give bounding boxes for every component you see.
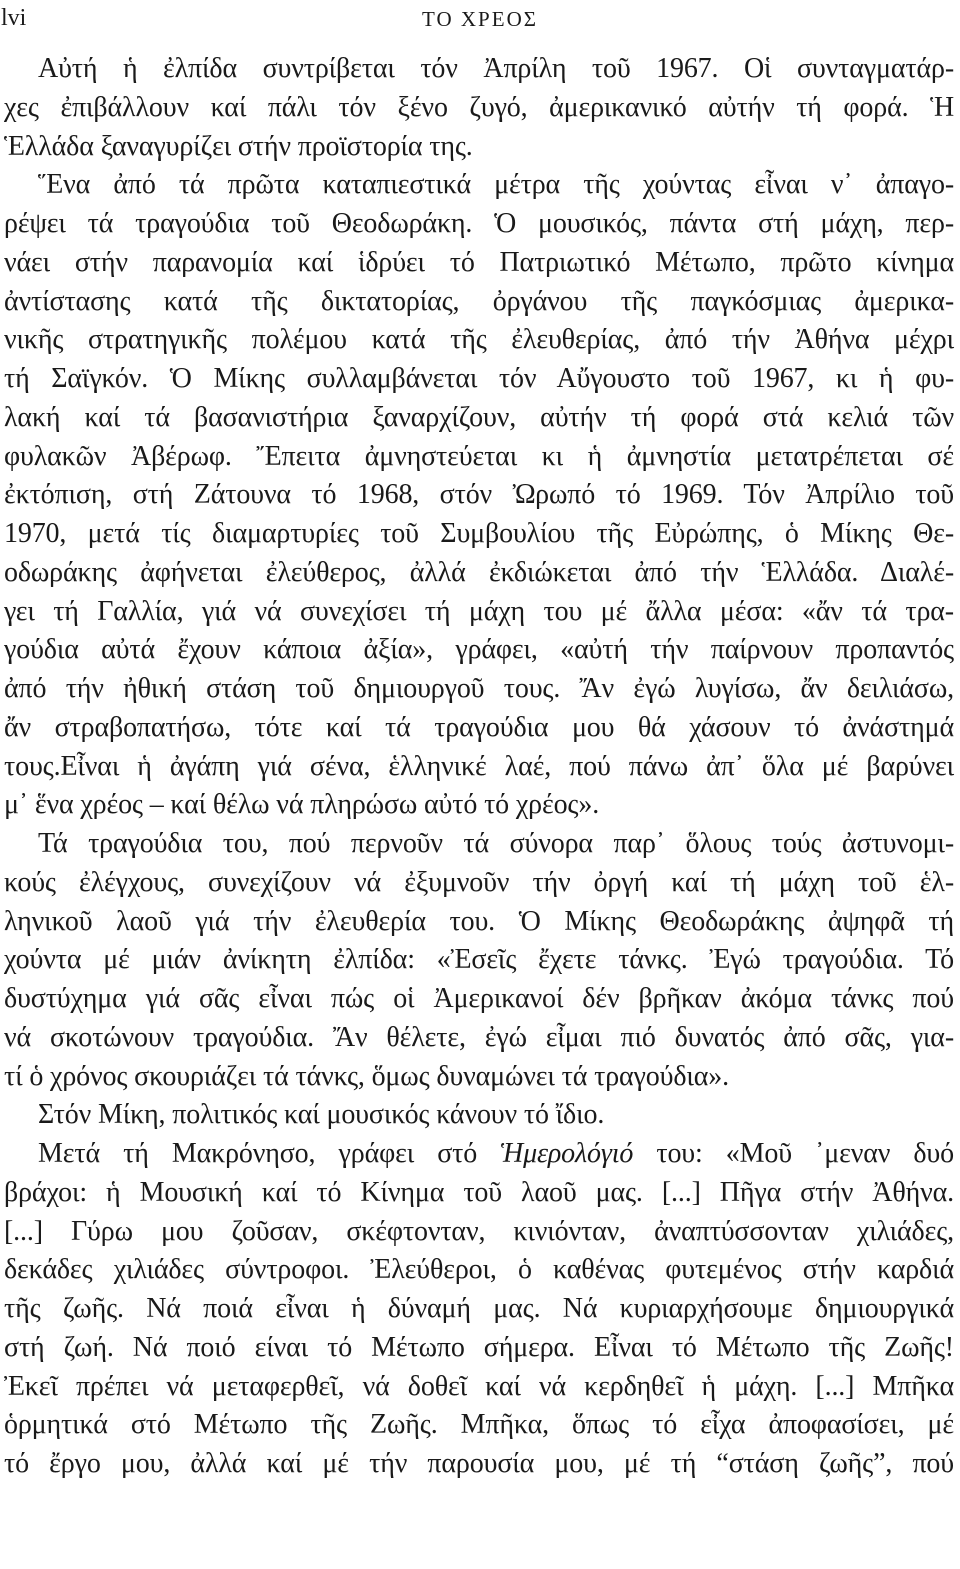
text-line: 1970, μετά τίς διαμαρτυρίες τοῦ Συμβουλίου τῆς Εὐρώπης, ὁ Μίκης Θε-	[4, 518, 954, 549]
text-line: Ἑλλάδα ξαναγυρίζει στήν προϊστορία της.	[4, 130, 473, 162]
text-line: γει τή Γαλλία, γιά νά συνεχίσει τή μάχη του μέ ἄλλα μέσα: «ἄν τά τρα-	[4, 595, 954, 627]
text-line: ἄν στραβοπατήσω, τότε καί τά τραγούδια μου θά χάσουν τό ἀνάστημά	[4, 711, 954, 743]
running-title: ΤΟ ΧΡΕΟΣ	[422, 7, 538, 31]
text-line: Ἕνα ἀπό τά πρῶτα καταπιεστικά μέτρα τῆς χούντας εἶναι ν᾽ ἀπαγο-	[38, 169, 954, 201]
text-line: κούς ἐλέγχους, συνεχίζουν νά ἐξυμνοῦν τήν ὀργή καί τή μάχη τοῦ ἑλ-	[4, 866, 954, 898]
text-line: δεκάδες χιλιάδες σύντροφοι. Ἐλεύθεροι, ὁ καθένας φυτεμένος στήν καρδιά	[4, 1254, 954, 1286]
text-line: τί ὁ χρόνος σκουριάζει τά τάνκς, ὅμως δυναμώνει τά τραγούδια».	[4, 1060, 729, 1092]
text-fragment: του: «Μοῦ ᾽μεναν δυό	[633, 1138, 954, 1169]
text-line: ἀπό τήν ἠθική στάση τοῦ δημιουργοῦ τους. Ἄν ἐγώ λυγίσω, ἄν δειλιάσω,	[4, 673, 954, 704]
text-line: ἐκτόπιση, στή Ζάτουνα τό 1968, στόν Ὠρωπό τό 1969. Τόν Ἀπρίλιο τοῦ	[4, 479, 954, 511]
text-line: νάει στήν παρανομία καί ἱδρύει τό Πατριωτικό Μέτωπο, πρῶτο κίνημα	[4, 246, 954, 278]
page-number: lvi	[1, 5, 27, 31]
running-header	[0, 2, 960, 38]
text-line: χούντα μέ μιάν ἀνίκητη ἐλπίδα: «Ἐσεῖς ἔχετε τάνκς. Ἐγώ τραγούδια. Τό	[4, 944, 954, 976]
text-line: Αὐτή ἡ ἐλπίδα συντρίβεται τόν Ἀπρίλη τοῦ 1967. Οἱ συνταγματάρ-	[38, 53, 954, 84]
text-line: Στόν Μίκη, πολιτικός καί μουσικός κάνουν τό ἴδιο.	[38, 1099, 605, 1131]
text-line: τό ἔργο μου, ἀλλά καί μέ τήν παρουσία μου, μέ τή “στάση ζωῆς”, πού	[4, 1448, 954, 1479]
italic-title: Ἡμερολόγιό	[500, 1138, 634, 1169]
text-line: χες ἐπιβάλλουν καί πάλι τόν ξένο ζυγό, ἀμερικανικό αὐτήν τή φορά. Ἡ	[4, 91, 954, 123]
text-line: ὁρμητικά στό Μέτωπο τῆς Ζωῆς. Μπῆκα, ὅπως τό εἶχα ἀποφασίσει, μέ	[4, 1409, 954, 1441]
text-line: ληνικοῦ λαοῦ γιά τήν ἐλευθερία του. Ὁ Μίκης Θεοδωράκης ἀψηφᾶ τή	[4, 905, 954, 937]
text-line: Ἐκεῖ πρέπει νά μεταφερθεῖ, νά δοθεῖ καί νά κερδηθεῖ ἡ μάχη. [...] Μπῆκα	[4, 1370, 954, 1402]
text-fragment: Μετά τή Μακρόνησο, γράφει στό	[38, 1138, 501, 1169]
text-line: ρέψει τά τραγούδια τοῦ Θεοδωράκη. Ὁ μουσικός, πάντα στή μάχη, περ-	[4, 208, 954, 239]
text-line-with-italic	[4, 1135, 954, 1174]
text-line: τή Σαϊγκόν. Ὁ Μίκης συλλαμβάνεται τόν Αὔγουστο τοῦ 1967, κι ἡ φυ-	[4, 363, 954, 394]
text-line: ἀντίστασης κατά τῆς δικτατορίας, ὀργάνου τῆς παγκόσμιας ἀμερικα-	[4, 285, 954, 317]
text-line: γούδια αὐτά ἔχουν κάποια ἀξία», γράφει, «αὐτή τήν παίρνουν προπαντός	[4, 634, 954, 666]
text-line: Τά τραγούδια του, πού περνοῦν τά σύνορα παρ᾽ ὅλους τούς ἀστυνομι-	[38, 828, 954, 859]
text-line: οδωράκης ἀφήνεται ἐλεύθερος, ἀλλά ἐκδιώκεται ἀπό τήν Ἑλλάδα. Διαλέ-	[4, 556, 954, 588]
text-line: νά σκοτώνουν τραγούδια. Ἄν θέλετε, ἐγώ εἶμαι πιό δυνατός ἀπό σᾶς, για-	[4, 1021, 954, 1053]
body-text	[4, 50, 954, 1484]
text-line: δυστύχημα γιά σᾶς εἶναι πώς οἱ Ἀμερικανοί δέν βρῆκαν ἀκόμα τάνκς πού	[4, 983, 954, 1014]
text-line: βράχοι: ἡ Μουσική καί τό Κίνημα τοῦ λαοῦ μας. [...] Πῆγα στήν Ἀθήνα.	[4, 1176, 954, 1208]
text-line: στή ζωή. Νά ποιό είναι τό Μέτωπο σήμερα. Εἶναι τό Μέτωπο τῆς Ζωῆς!	[4, 1331, 954, 1363]
text-line: μ᾽ ἕνα χρέος – καί θέλω νά πληρώσω αὐτό τό χρέος».	[4, 789, 600, 821]
text-line: νικῆς στρατηγικῆς πολέμου κατά τῆς ἐλευθερίας, ἀπό τήν Ἀθήνα μέχρι	[4, 324, 954, 356]
text-line: τῆς ζωῆς. Νά ποιά εἶναι ἡ δύναμή μας. Νά κυριαρχήσουμε δημιουργικά	[4, 1293, 954, 1324]
text-line: τους.Εἶναι ἡ ἀγάπη γιά σένα, ἑλληνικέ λαέ, πού πάνω ἀπ᾽ ὅλα μέ βαρύνει	[4, 750, 954, 782]
text-line: λακή καί τά βασανιστήρια ξαναρχίζουν, αὐτήν τή φορά στά κελιά τῶν	[4, 401, 954, 433]
text-line: [...] Γύρω μου ζοῦσαν, σκέφτονταν, κινιόνταν, ἀναπτύσσονταν χιλιάδες,	[4, 1215, 954, 1247]
text-line: φυλακῶν Ἀβέρωφ. Ἔπειτα ἀμνηστεύεται κι ἡ ἀμνηστία μετατρέπεται σέ	[4, 440, 954, 472]
